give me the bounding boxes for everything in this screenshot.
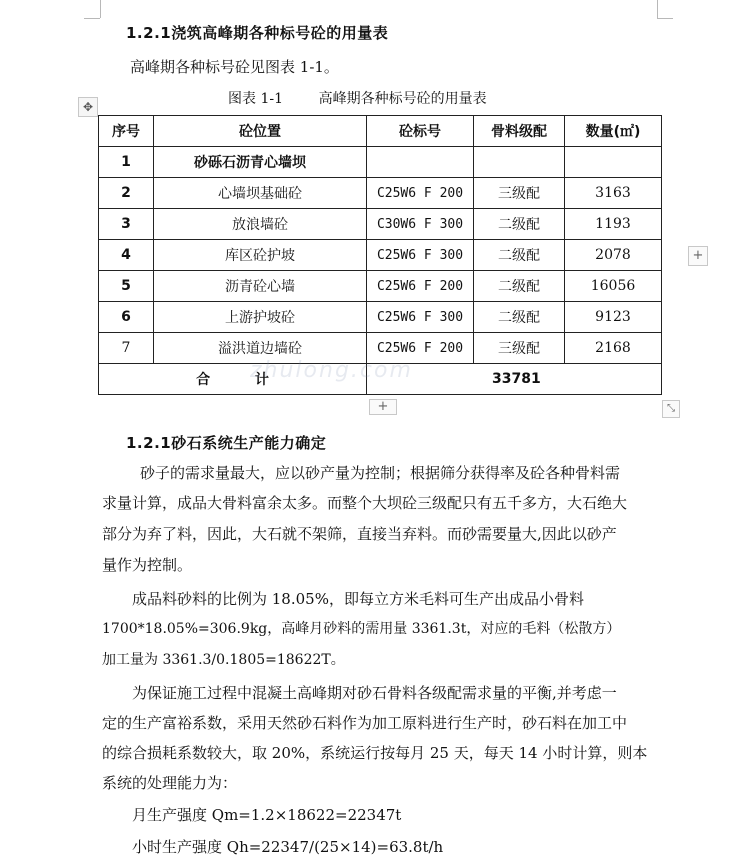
table-cell: 二级配 — [474, 271, 565, 302]
plus-icon[interactable]: + — [688, 246, 708, 266]
header-cell: 数量(㎡) — [565, 116, 662, 147]
table-row — [99, 147, 662, 178]
table-row — [99, 240, 662, 271]
body-line: 定的生产富裕系数，采用天然砂石料作为加工原料进行生产时，砂石料在加工中 — [102, 714, 628, 732]
table-cell: 4 — [99, 240, 154, 271]
table-cell: 二级配 — [474, 302, 565, 333]
crop-mark-right-h — [657, 18, 673, 19]
total-value: 33781 — [367, 364, 662, 395]
table-header-row — [99, 116, 662, 147]
table-cell: C25W6 F 200 — [367, 178, 474, 209]
table-cell: C25W6 F 300 — [367, 302, 474, 333]
resize-diagonal-icon[interactable]: ⤡ — [662, 400, 680, 418]
table-cell: 放浪墙砼 — [154, 209, 367, 240]
body-line: 系统的处理能力为： — [102, 774, 238, 792]
table-cell: 3 — [99, 209, 154, 240]
table-cell: 1193 — [565, 209, 662, 240]
header-cell: 骨料级配 — [474, 116, 565, 147]
table-cell: 三级配 — [474, 178, 565, 209]
body-line: 为保证施工过程中混凝土高峰期对砂石骨料各级配需求量的平衡,并考虑一 — [132, 684, 617, 702]
total-label: 合 计 — [99, 364, 367, 395]
crop-mark-right — [657, 0, 658, 18]
header-cell: 砼位置 — [154, 116, 367, 147]
table-cell: 9123 — [565, 302, 662, 333]
table-cell: 6 — [99, 302, 154, 333]
header-cell: 砼标号 — [367, 116, 474, 147]
body-line: 部分为弃了料，因此，大石就不架筛，直接当弃料。而砂需要量大,因此以砂产 — [102, 525, 617, 543]
table-caption: 图表 1-1 高峰期各种标号砼的用量表 — [228, 91, 487, 107]
table-cell: 2 — [99, 178, 154, 209]
usage-table — [98, 115, 662, 395]
intro-paragraph: 高峰期各种标号砼见图表 1-1。 — [130, 58, 339, 76]
body-line: 砂子的需求量最大，应以砂产量为控制；根据筛分获得率及砼各种骨料需 — [140, 464, 621, 482]
table-cell: 7 — [99, 333, 154, 364]
crop-mark-left-h — [84, 18, 100, 19]
watermark: zhulong.com — [250, 358, 413, 383]
table-row — [99, 178, 662, 209]
body-line: 1700*18.05%=306.9kg，高峰月砂料的需用量 3361.3t，对应的毛料（松散方） — [102, 621, 621, 637]
body-line: 量作为控制。 — [102, 556, 193, 574]
table-cell — [367, 147, 474, 178]
section-heading-1: 1.2.1浇筑高峰期各种标号砼的用量表 — [126, 24, 389, 42]
body-line: 求量计算，成品大骨料富余太多。而整个大坝砼三级配只有五千多方，大石绝大 — [102, 494, 628, 512]
table-cell: 心墙坝基础砼 — [154, 178, 367, 209]
table-cell: 2168 — [565, 333, 662, 364]
table-cell: 二级配 — [474, 209, 565, 240]
table-cell: 5 — [99, 271, 154, 302]
table-cell: 砂砾石沥青心墙坝 — [154, 147, 367, 178]
table-row — [99, 302, 662, 333]
table-cell: 上游护坡砼 — [154, 302, 367, 333]
table-cell: 三级配 — [474, 333, 565, 364]
crop-mark-left — [100, 0, 101, 18]
table-cell: 3163 — [565, 178, 662, 209]
table-cell: 1 — [99, 147, 154, 178]
table-cell — [565, 147, 662, 178]
table-cell: C30W6 F 300 — [367, 209, 474, 240]
table-cell: 沥青砼心墙 — [154, 271, 367, 302]
body-line: 成品料砂料的比例为 18.05%，即每立方米毛料可生产出成品小骨料 — [132, 590, 584, 608]
body-line: 小时生产强度 Qh=22347/(25×14)=63.8t/h — [132, 838, 444, 856]
table-cell — [474, 147, 565, 178]
body-line: 的综合损耗系数较大，取 20%，系统运行按每月 25 天，每天 14 小时计算，则本 — [102, 744, 648, 762]
table-cell: 溢洪道边墙砼 — [154, 333, 367, 364]
body-line: 月生产强度 Qm=1.2×18622=22347t — [132, 806, 402, 824]
body-line: 加工量为 3361.3/0.1805=18622T。 — [102, 652, 345, 668]
table-cell: C25W6 F 300 — [367, 240, 474, 271]
table-cell: 2078 — [565, 240, 662, 271]
table-row — [99, 271, 662, 302]
table-cell: C25W6 F 200 — [367, 271, 474, 302]
move-arrows-icon[interactable]: ✥ — [78, 97, 98, 117]
plus-icon[interactable]: + — [369, 399, 397, 415]
table-cell: 库区砼护坡 — [154, 240, 367, 271]
table-row — [99, 209, 662, 240]
header-cell: 序号 — [99, 116, 154, 147]
section-heading-2: 1.2.1砂石系统生产能力确定 — [126, 434, 327, 452]
table-cell: 16056 — [565, 271, 662, 302]
table-cell: 二级配 — [474, 240, 565, 271]
table-cell: C25W6 F 200 — [367, 333, 474, 364]
